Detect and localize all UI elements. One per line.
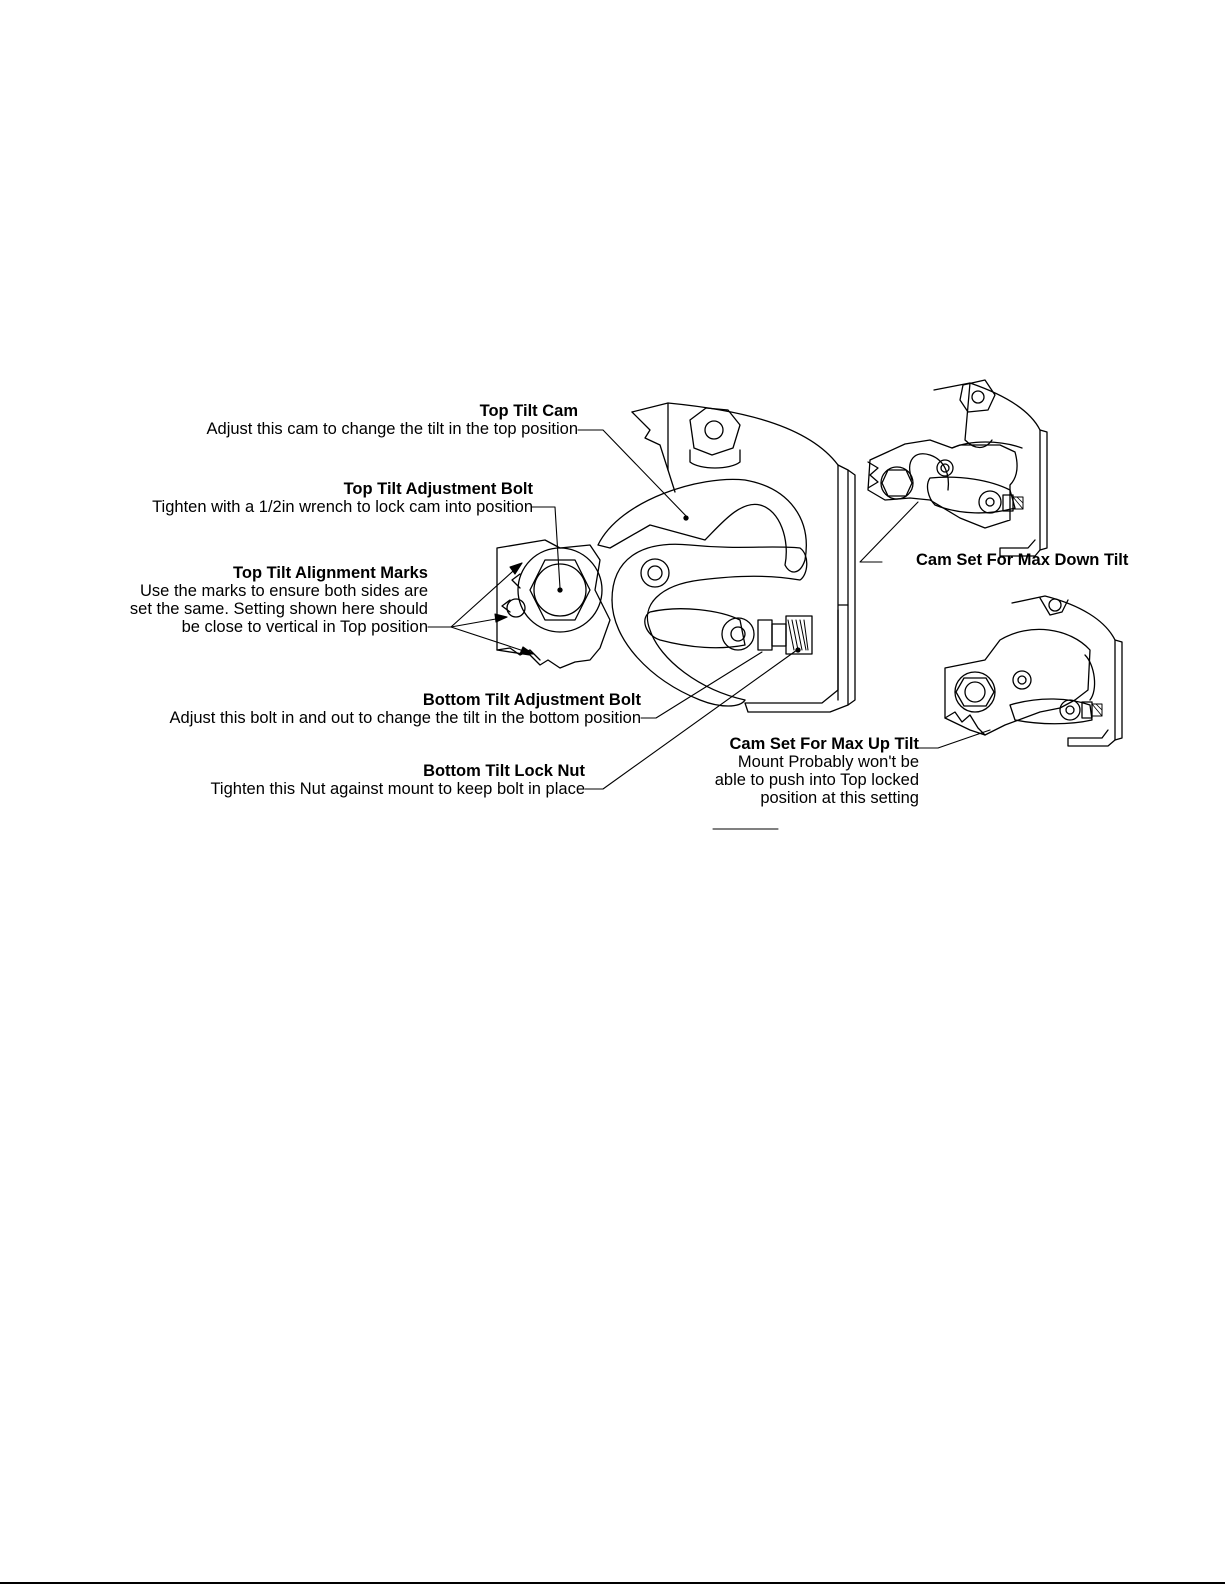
callout-title: Top Tilt Alignment Marks: [233, 564, 428, 582]
leader-top-tilt-bolt: [532, 507, 560, 588]
callout-line: able to push into Top locked: [714, 771, 919, 789]
max-down-tilt-view: [868, 380, 1047, 556]
callout-line: set the same. Setting shown here should: [129, 600, 428, 618]
callout-line: position at this setting: [760, 789, 919, 807]
callout-desc: Adjust this cam to change the tilt in the top position: [206, 420, 578, 438]
callout-desc: Adjust this bolt in and out to change the tilt in the bottom position: [169, 709, 641, 727]
leader-top-tilt-cam: [578, 430, 688, 518]
alignment-plate: [497, 540, 610, 668]
bottom-lock-nut: [758, 620, 772, 650]
page-bottom-rule: [0, 1582, 1225, 1584]
callout-line: Use the marks to ensure both sides are: [140, 582, 428, 600]
callout-top-tilt-adjustment-bolt: [152, 480, 533, 516]
callout-line: be close to vertical in Top position: [181, 618, 428, 636]
callout-cam-max-down: [916, 551, 1128, 569]
main-mount-view: [497, 403, 855, 712]
bottom-bolt-threads: [788, 620, 808, 650]
leader-bottom-tilt-bolt: [641, 652, 762, 718]
max-up-tilt-view: [945, 596, 1122, 746]
callout-top-tilt-cam: [207, 402, 578, 438]
mount-plate-edge: [838, 465, 848, 605]
callout-title: Cam Set For Max Up Tilt: [729, 735, 919, 753]
callout-title: Top Tilt Cam: [479, 402, 578, 420]
bottom-slot: [645, 609, 745, 648]
cam-slot-arm: [612, 544, 807, 700]
callout-title: Cam Set For Max Down Tilt: [916, 551, 1129, 569]
callout-line: Mount Probably won't be: [737, 753, 919, 771]
bottom-bolt-head: [722, 618, 754, 650]
callout-top-tilt-alignment-marks: [130, 564, 428, 636]
callout-bottom-tilt-adjustment-bolt: [170, 691, 641, 727]
cam-pivot-bolt: [641, 559, 669, 587]
callout-cam-max-up: [715, 735, 919, 807]
leader-max-down: [860, 502, 918, 562]
upper-bolt-hex: [690, 408, 740, 455]
callout-desc: Tighten this Nut against mount to keep bolt in place: [210, 780, 585, 798]
callout-title: Bottom Tilt Adjustment Bolt: [422, 691, 641, 709]
callout-desc: Tighten with a 1/2in wrench to lock cam into position: [152, 498, 533, 516]
callout-title: Top Tilt Adjustment Bolt: [343, 480, 533, 498]
callout-bottom-tilt-lock-nut: [210, 762, 585, 798]
callout-title: Bottom Tilt Lock Nut: [423, 762, 585, 780]
